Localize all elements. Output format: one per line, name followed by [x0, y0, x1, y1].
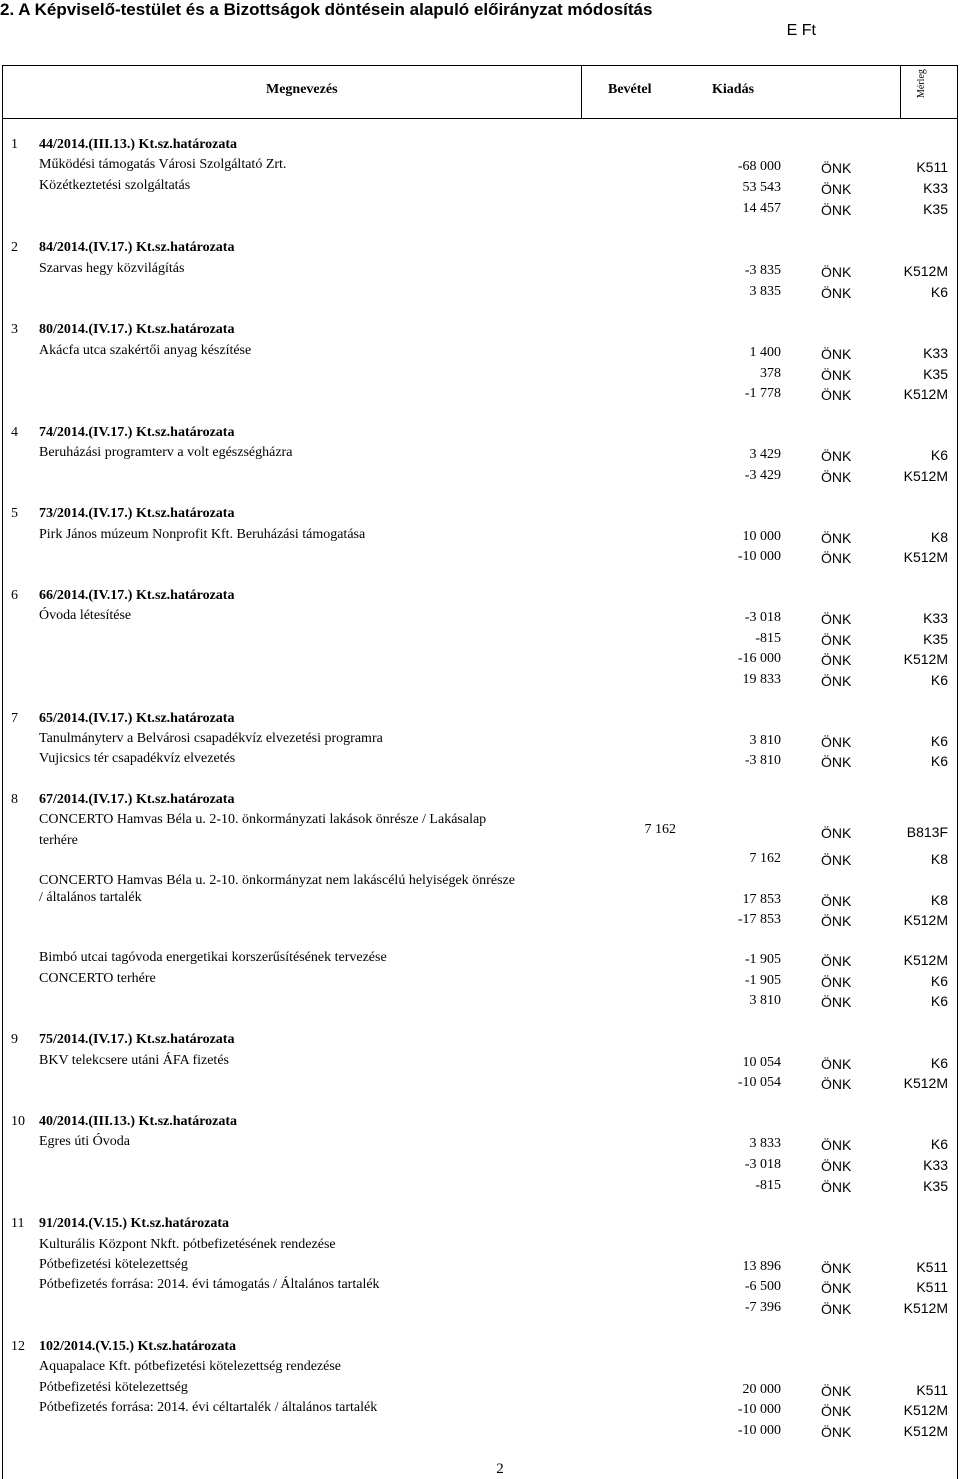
item-number: 10	[11, 1114, 25, 1129]
item-text: Akácfa utca szakértői anyag készítése	[39, 343, 252, 358]
budget-code: B813F	[906, 824, 948, 840]
budget-code: K35	[923, 366, 948, 382]
fund-label: ÖNK	[821, 1076, 852, 1092]
resolution-reference: 74/2014.(IV.17.) Kt.sz.határozata	[39, 425, 235, 440]
expense-value: -1 778	[744, 386, 781, 401]
expense-value: 53 543	[742, 180, 781, 195]
fund-label: ÖNK	[821, 181, 852, 197]
expense-value: -7 396	[744, 1300, 781, 1315]
fund-label: ÖNK	[821, 611, 852, 627]
budget-code: K512M	[903, 1075, 948, 1091]
item-text: terhére	[39, 833, 78, 848]
budget-code: K6	[930, 733, 948, 749]
expense-value: 378	[760, 366, 781, 381]
expense-value: -3 018	[744, 610, 781, 625]
fund-label: ÖNK	[821, 994, 852, 1010]
item-number: 12	[11, 1339, 25, 1354]
unit-label: E Ft	[786, 22, 816, 39]
budget-code: K6	[930, 672, 948, 688]
item-text: Egres úti Óvoda	[39, 1134, 130, 1149]
budget-code: K512M	[903, 912, 948, 928]
expense-value: 19 833	[742, 672, 781, 687]
item-text: Pótbefizetés forrása: 2014. évi céltartalék / általános tartalék	[39, 1400, 378, 1415]
item-text: Aquapalace Kft. pótbefizetési kötelezettség rendezése	[39, 1359, 342, 1374]
item-text: Pótbefizetés forrása: 2014. évi támogatás / Általános tartalék	[39, 1277, 380, 1292]
fund-label: ÖNK	[821, 1280, 852, 1296]
budget-code: K8	[930, 892, 948, 908]
item-text: Vujicsics tér csapadékvíz elvezetés	[39, 751, 236, 766]
item-number: 2	[11, 240, 18, 255]
item-text: Pótbefizetési kötelezettség	[39, 1380, 188, 1395]
expense-value: -17 853	[737, 912, 781, 927]
item-number: 4	[11, 425, 18, 440]
resolution-reference: 75/2014.(IV.17.) Kt.sz.határozata	[39, 1032, 235, 1047]
expense-value: -815	[755, 1178, 781, 1193]
fund-label: ÖNK	[821, 1056, 852, 1072]
budget-code: K511	[916, 1259, 948, 1275]
fund-label: ÖNK	[821, 530, 852, 546]
budget-code: K512M	[903, 1300, 948, 1316]
fund-label: ÖNK	[821, 1301, 852, 1317]
page-title: 2. A Képviselő-testület és a Bizottságok döntésein alapuló előirányzat módosítás	[0, 0, 653, 19]
budget-code: K8	[930, 529, 948, 545]
expense-value: 3 835	[749, 284, 781, 299]
fund-label: ÖNK	[821, 469, 852, 485]
budget-code: K6	[930, 284, 948, 300]
item-text: Pótbefizetési kötelezettség	[39, 1257, 188, 1272]
budget-code: K512M	[903, 1423, 948, 1439]
fund-label: ÖNK	[821, 974, 852, 990]
resolution-reference: 66/2014.(IV.17.) Kt.sz.határozata	[39, 588, 235, 603]
item-text: Kulturális Központ Nkft. pótbefizetésének rendezése	[39, 1237, 336, 1252]
expense-value: -68 000	[737, 159, 781, 174]
expense-value: -3 018	[744, 1157, 781, 1172]
resolution-reference: 84/2014.(IV.17.) Kt.sz.határozata	[39, 240, 235, 255]
item-text: Tanulmányterv a Belvárosi csapadékvíz elvezetési programra	[39, 731, 383, 746]
item-text: Bimbó utcai tagóvoda energetikai korszerűsítésének tervezése	[39, 950, 387, 965]
fund-label: ÖNK	[821, 550, 852, 566]
item-text: Működési támogatás Városi Szolgáltató Zrt.	[39, 157, 287, 172]
budget-code: K6	[930, 447, 948, 463]
item-text: CONCERTO Hamvas Béla u. 2-10. önkormányzat nem lakáscélú helyiségek önrésze	[39, 873, 515, 888]
expense-value: -3 835	[744, 263, 781, 278]
fund-label: ÖNK	[821, 367, 852, 383]
budget-code: K512M	[903, 263, 948, 279]
expense-value: -3 429	[744, 468, 781, 483]
expense-value: -10 000	[737, 549, 781, 564]
budget-code: K6	[930, 1136, 948, 1152]
budget-code: K512M	[903, 651, 948, 667]
resolution-reference: 44/2014.(III.13.) Kt.sz.határozata	[39, 137, 238, 152]
budget-code: K33	[923, 1157, 948, 1173]
expense-value: 3 833	[749, 1136, 781, 1151]
budget-code: K512M	[903, 386, 948, 402]
fund-label: ÖNK	[821, 953, 852, 969]
fund-label: ÖNK	[821, 913, 852, 929]
item-number: 11	[11, 1216, 25, 1231]
column-header-expense: Kiadás	[712, 82, 755, 97]
budget-code: K35	[923, 1178, 948, 1194]
budget-code: K33	[923, 610, 948, 626]
fund-label: ÖNK	[821, 1137, 852, 1153]
expense-value: 3 429	[749, 447, 781, 462]
fund-label: ÖNK	[821, 673, 852, 689]
fund-label: ÖNK	[821, 652, 852, 668]
budget-code: K512M	[903, 1402, 948, 1418]
expense-value: 14 457	[742, 201, 781, 216]
expense-value: -10 054	[737, 1075, 781, 1090]
item-text: Pirk János múzeum Nonprofit Kft. Beruházási támogatása	[39, 527, 366, 542]
expense-value: -1 905	[744, 973, 781, 988]
budget-code: K512M	[903, 549, 948, 565]
expense-value: -1 905	[744, 952, 781, 967]
resolution-reference: 65/2014.(IV.17.) Kt.sz.határozata	[39, 711, 235, 726]
expense-value: 10 054	[742, 1055, 781, 1070]
fund-label: ÖNK	[821, 1403, 852, 1419]
budget-code: K35	[923, 201, 948, 217]
expense-value: -6 500	[744, 1279, 781, 1294]
budget-code: K8	[930, 851, 948, 867]
item-number: 7	[11, 711, 18, 726]
expense-value: 3 810	[749, 733, 781, 748]
fund-label: ÖNK	[821, 1424, 852, 1440]
fund-label: ÖNK	[821, 852, 852, 868]
fund-label: ÖNK	[821, 893, 852, 909]
item-number: 5	[11, 506, 18, 521]
resolution-reference: 80/2014.(IV.17.) Kt.sz.határozata	[39, 322, 235, 337]
fund-label: ÖNK	[821, 346, 852, 362]
resolution-reference: 73/2014.(IV.17.) Kt.sz.határozata	[39, 506, 235, 521]
expense-value: 3 810	[749, 993, 781, 1008]
fund-label: ÖNK	[821, 1260, 852, 1276]
fund-label: ÖNK	[821, 1158, 852, 1174]
budget-code: K511	[916, 1279, 948, 1295]
expense-value: -815	[755, 631, 781, 646]
expense-value: 13 896	[742, 1259, 781, 1274]
expense-value: -10 000	[737, 1402, 781, 1417]
resolution-reference: 91/2014.(V.15.) Kt.sz.határozata	[39, 1216, 230, 1231]
item-number: 3	[11, 322, 18, 337]
budget-code: K35	[923, 631, 948, 647]
item-number: 9	[11, 1032, 18, 1047]
fund-label: ÖNK	[821, 202, 852, 218]
budget-code: K6	[930, 753, 948, 769]
item-number: 8	[11, 792, 18, 807]
budget-code: K512M	[903, 952, 948, 968]
expense-value: -16 000	[737, 651, 781, 666]
budget-code: K511	[916, 1382, 948, 1398]
budget-code: K512M	[903, 468, 948, 484]
item-text: CONCERTO Hamvas Béla u. 2-10. önkormányzati lakások önrésze / Lakásalap	[39, 812, 487, 827]
income-value: 7 162	[644, 822, 676, 837]
resolution-reference: 67/2014.(IV.17.) Kt.sz.határozata	[39, 792, 235, 807]
item-text: / általános tartalék	[39, 890, 142, 905]
expense-value: 20 000	[742, 1382, 781, 1397]
expense-value: -10 000	[737, 1423, 781, 1438]
fund-label: ÖNK	[821, 448, 852, 464]
column-header-income: Bevétel	[608, 82, 652, 97]
fund-label: ÖNK	[821, 264, 852, 280]
item-number: 6	[11, 588, 18, 603]
item-text: Szarvas hegy közvilágítás	[39, 261, 185, 276]
fund-label: ÖNK	[821, 754, 852, 770]
fund-label: ÖNK	[821, 285, 852, 301]
expense-value: 1 400	[749, 345, 781, 360]
item-text: Óvoda létesítése	[39, 608, 132, 623]
expense-value: -3 810	[744, 753, 781, 768]
budget-code: K6	[930, 993, 948, 1009]
item-text: Beruházási programterv a volt egészségházra	[39, 445, 293, 460]
fund-label: ÖNK	[821, 1179, 852, 1195]
fund-label: ÖNK	[821, 734, 852, 750]
resolution-reference: 40/2014.(III.13.) Kt.sz.határozata	[39, 1114, 238, 1129]
fund-label: ÖNK	[821, 387, 852, 403]
fund-label: ÖNK	[821, 825, 852, 841]
resolution-reference: 102/2014.(V.15.) Kt.sz.határozata	[39, 1339, 237, 1354]
page-number: 2	[496, 1461, 504, 1477]
budget-code: K6	[930, 973, 948, 989]
item-text: CONCERTO terhére	[39, 971, 156, 986]
budget-code: K33	[923, 345, 948, 361]
budget-code: K511	[916, 159, 948, 175]
column-header-name: Megnevezés	[266, 82, 338, 97]
item-text: BKV telekcsere utáni ÁFA fizetés	[39, 1053, 229, 1068]
fund-label: ÖNK	[821, 632, 852, 648]
column-header-balance: Mérleg	[916, 69, 927, 98]
item-text: Közétkeztetési szolgáltatás	[39, 178, 191, 193]
fund-label: ÖNK	[821, 1383, 852, 1399]
expense-value: 7 162	[749, 851, 781, 866]
budget-code: K33	[923, 180, 948, 196]
expense-value: 17 853	[742, 892, 781, 907]
fund-label: ÖNK	[821, 160, 852, 176]
expense-value: 10 000	[742, 529, 781, 544]
budget-code: K6	[930, 1055, 948, 1071]
item-number: 1	[11, 137, 18, 152]
